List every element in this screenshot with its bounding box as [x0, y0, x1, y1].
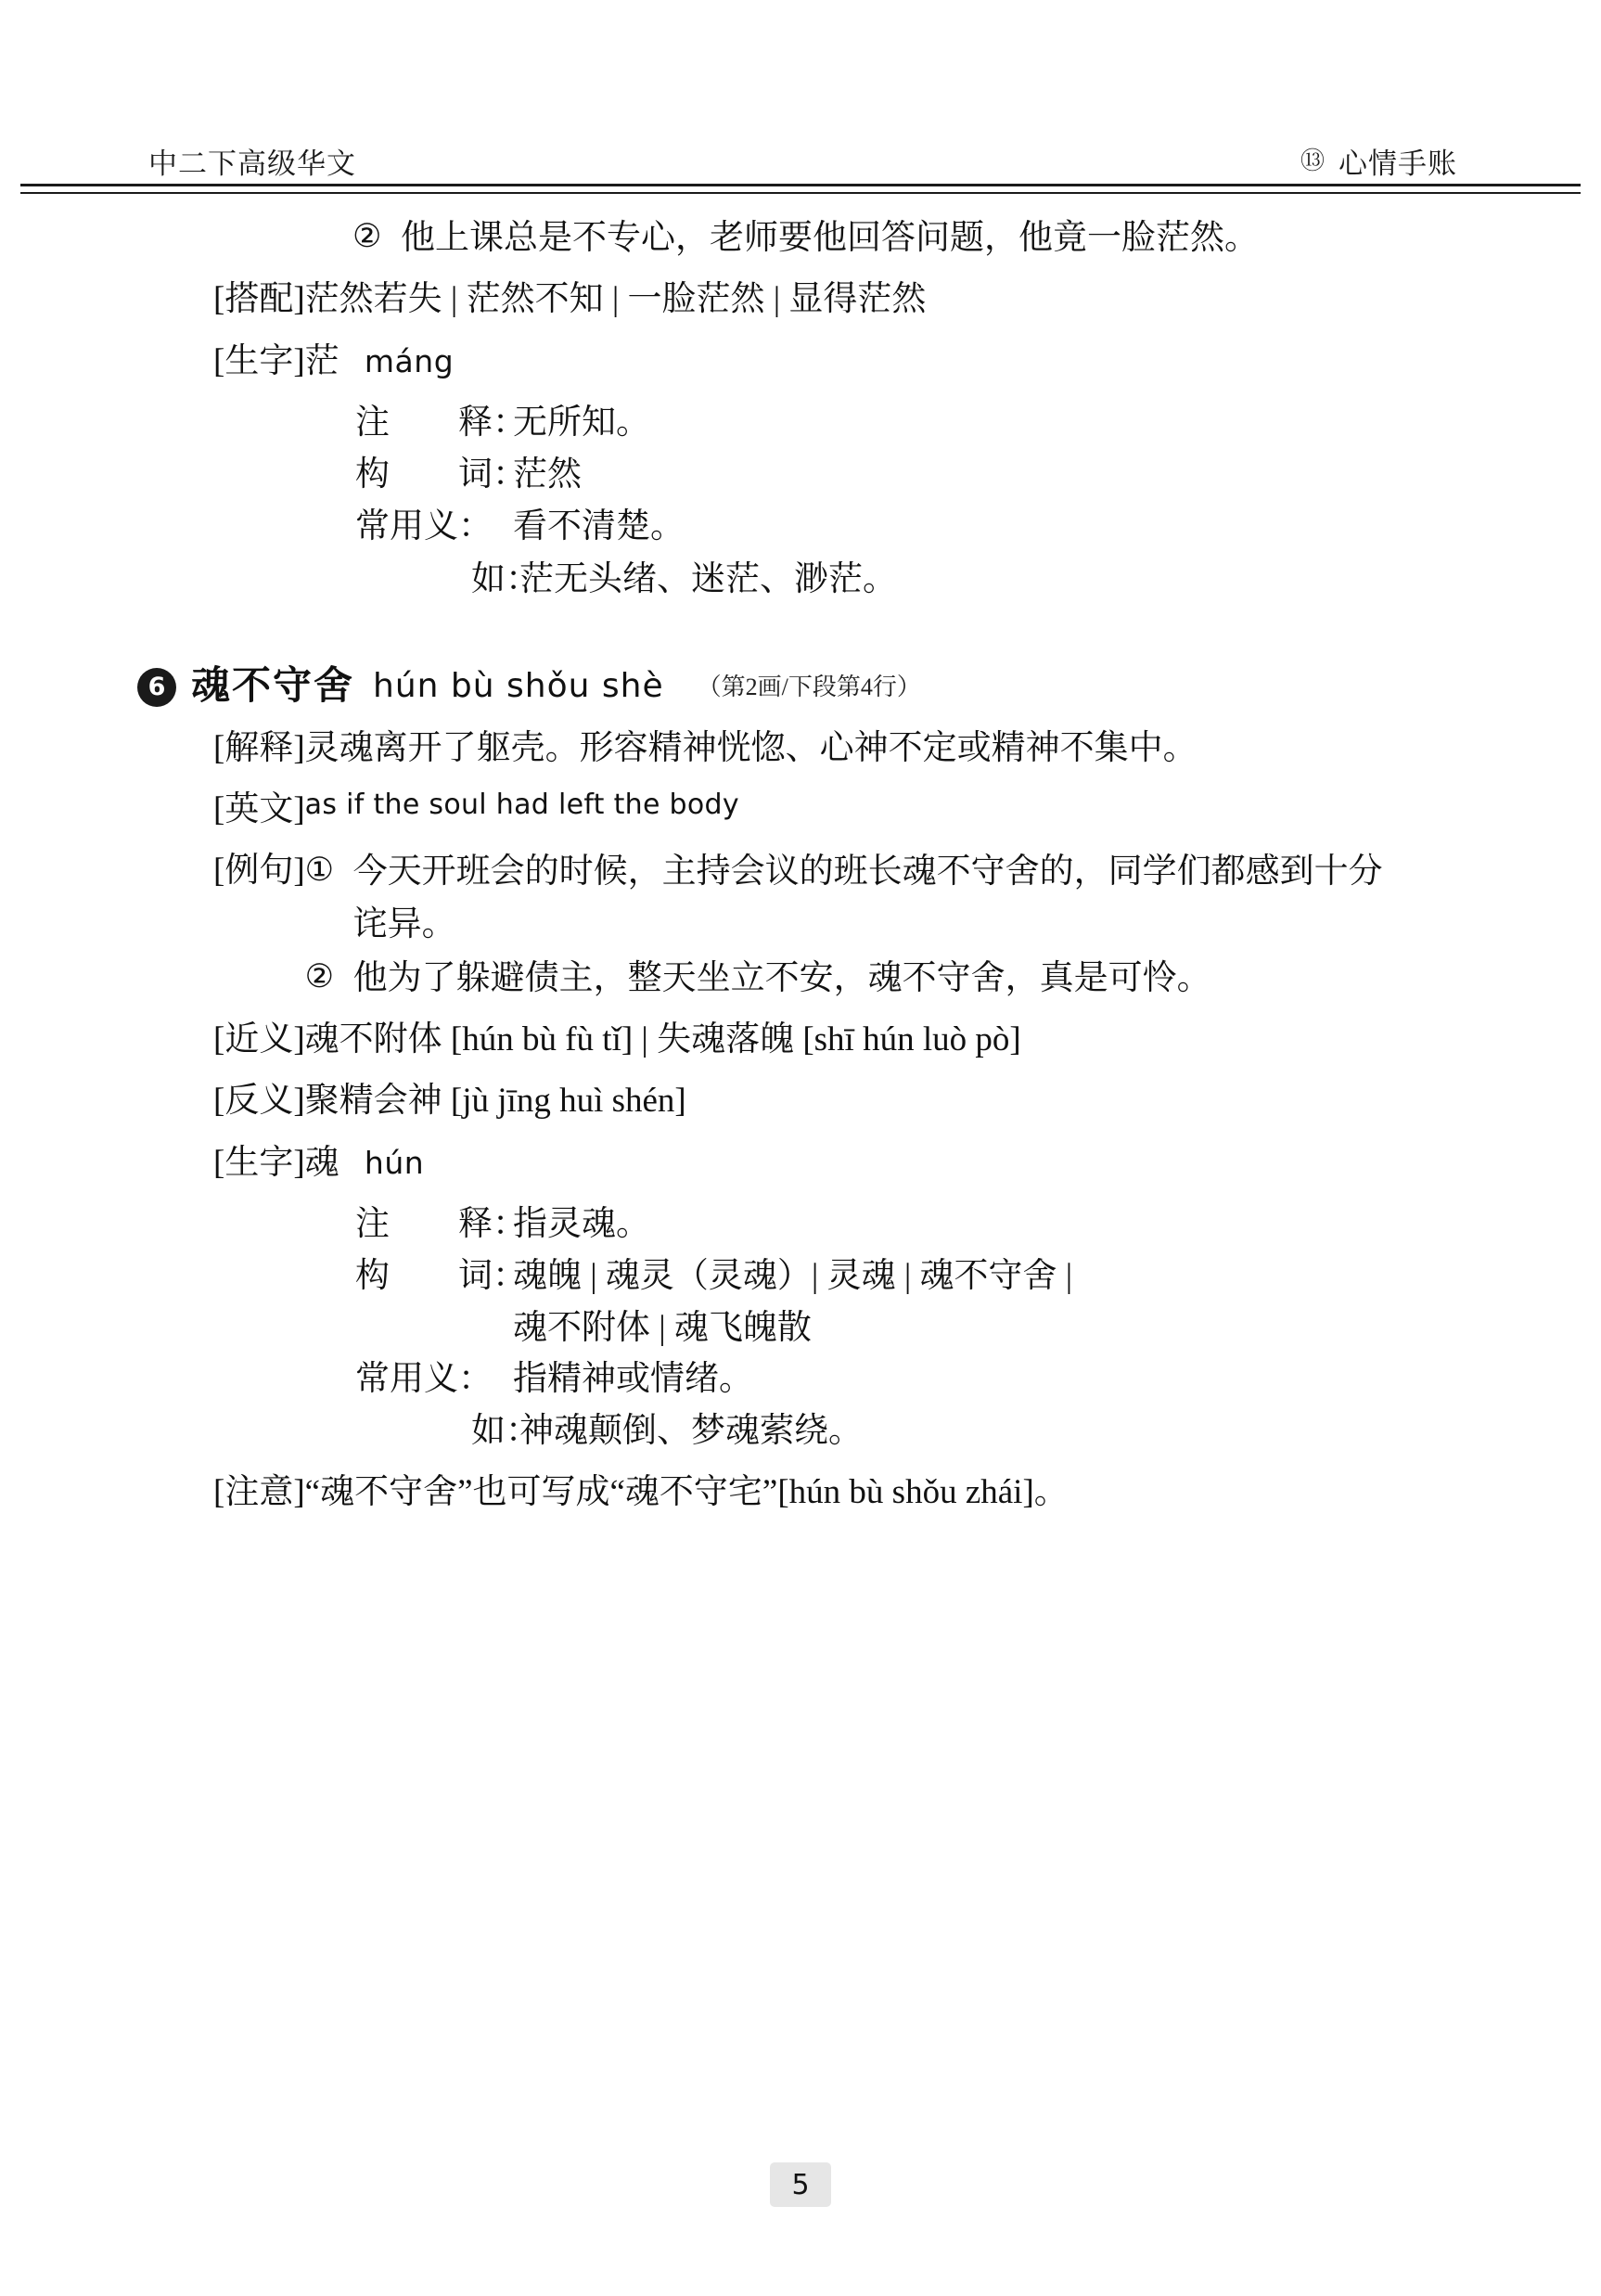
divider-thick	[20, 184, 1581, 186]
word-label: 构 词：	[355, 455, 527, 494]
chapter-number: ⑬	[1300, 147, 1326, 175]
note-label: 注 释：	[355, 1204, 527, 1243]
notice-row	[213, 1467, 1601, 1519]
synonym-text: 魂不附体 [hún bù fù tǐ] | 失魂落魄 [shī hún luò pò]	[304, 1020, 1021, 1059]
note-value: 指灵魂。	[513, 1204, 650, 1243]
word-row	[355, 449, 1601, 501]
collocation-text: 茫然若失 | 茫然不知 | 一脸茫然 | 显得茫然	[304, 280, 927, 319]
english-tag: [英文]	[213, 789, 305, 828]
entry-term: 魂不守舍	[191, 664, 355, 708]
antonym-text: 聚精会神 [jù jīng huì shén]	[304, 1082, 686, 1121]
synonym-row	[213, 1014, 1601, 1066]
newchar-tag: [生字]	[213, 1143, 305, 1182]
common-value: 指精神或情绪。	[513, 1360, 753, 1399]
sentences-tag: [例句]	[213, 852, 305, 891]
definition-tag: [解释]	[213, 728, 305, 767]
example-usage-value: 神魂颠倒、梦魂萦绕。	[519, 1412, 863, 1451]
note-value: 无所知。	[513, 403, 650, 442]
newchar-tag: [生字]	[213, 341, 305, 380]
word-value	[513, 1251, 1441, 1353]
common-row	[355, 1353, 1601, 1405]
note-label: 注 释：	[355, 403, 527, 442]
example-item	[352, 212, 1447, 264]
sentence-item	[305, 952, 1400, 1005]
sentence-item	[305, 845, 1400, 952]
collocation-row	[213, 274, 1601, 326]
entry-6	[0, 658, 1601, 1520]
synonym-tag: [近义]	[213, 1020, 305, 1059]
word-value-line2: 魂不附体 | 魂飞魄散	[513, 1308, 812, 1347]
sentence-text: 今天开班会的时候，主持会议的班长魂不守舍的，同学们都感到十分诧异。	[352, 853, 1383, 944]
note-row	[355, 1199, 1601, 1251]
english-text: as if the soul had left the body	[304, 788, 739, 821]
newchar-char: 茫	[304, 341, 339, 380]
newchar-pinyin: máng	[364, 342, 455, 379]
english-row	[213, 784, 1601, 836]
entry-pinyin: hún bù shǒu shè	[373, 667, 664, 706]
header-chapter	[1300, 140, 1457, 182]
example-usage-label: 如：	[471, 1412, 540, 1451]
sentences-row	[213, 845, 1601, 1005]
example-usage-value: 茫无头绪、迷茫、渺茫。	[519, 559, 897, 598]
notice-tag: [注意]	[213, 1473, 305, 1512]
newchar-head	[305, 1137, 1381, 1189]
newchar-row	[213, 336, 1601, 388]
newchar-char: 魂	[304, 1143, 339, 1182]
divider-thin	[20, 192, 1581, 194]
definition-row	[213, 723, 1601, 775]
newchar-head	[305, 336, 1381, 388]
chapter-title: 心情手账	[1338, 148, 1457, 181]
page-content	[0, 212, 1601, 1520]
sentence-number: ②	[304, 957, 335, 994]
example-usage-row	[471, 554, 1601, 606]
newchar-pinyin: hún	[364, 1144, 425, 1181]
common-value: 看不清楚。	[513, 507, 685, 546]
example-number: ②	[352, 218, 382, 254]
antonym-row	[213, 1075, 1601, 1127]
note-row	[355, 397, 1601, 449]
word-value-line1: 魂魄 | 魂灵（灵魂）| 灵魂 | 魂不守舍 |	[513, 1257, 1073, 1296]
header-divider	[0, 184, 1601, 193]
common-label: 常用义：	[355, 1360, 493, 1399]
common-label: 常用义：	[355, 507, 493, 546]
example-usage-row	[471, 1405, 1601, 1457]
page-number: 5	[770, 2162, 831, 2207]
notice-text: “魂不守舍”也可写成“魂不守宅”[hún bù shǒu zhái]。	[304, 1473, 1069, 1512]
page-footer	[0, 2162, 1601, 2207]
entry-number-badge: 6	[137, 668, 176, 707]
sentence-text: 他为了躲避债主，整天坐立不安，魂不守舍，真是可怜。	[352, 958, 1211, 997]
common-row	[355, 501, 1601, 553]
collocation-tag: [搭配]	[213, 280, 305, 319]
newchar-row	[213, 1137, 1601, 1189]
header-book-title: 中二下高级华文	[148, 148, 356, 181]
word-row	[355, 1251, 1601, 1353]
antonym-tag: [反义]	[213, 1082, 305, 1121]
example-text: 他上课总是不专心，老师要他回答问题，他竟一脸茫然。	[401, 219, 1259, 257]
word-label: 构 词：	[355, 1257, 527, 1296]
entry-heading	[137, 658, 1601, 717]
definition-text: 灵魂离开了躯壳。形容精神恍惚、心神不定或精神不集中。	[304, 728, 1198, 767]
sentence-number: ①	[304, 852, 335, 889]
example-usage-label: 如：	[471, 559, 540, 598]
entry-location: （第2画/下段第4行）	[697, 673, 921, 700]
word-value: 茫然	[513, 455, 582, 494]
page-header	[148, 121, 1457, 182]
entry-previous	[0, 212, 1601, 606]
